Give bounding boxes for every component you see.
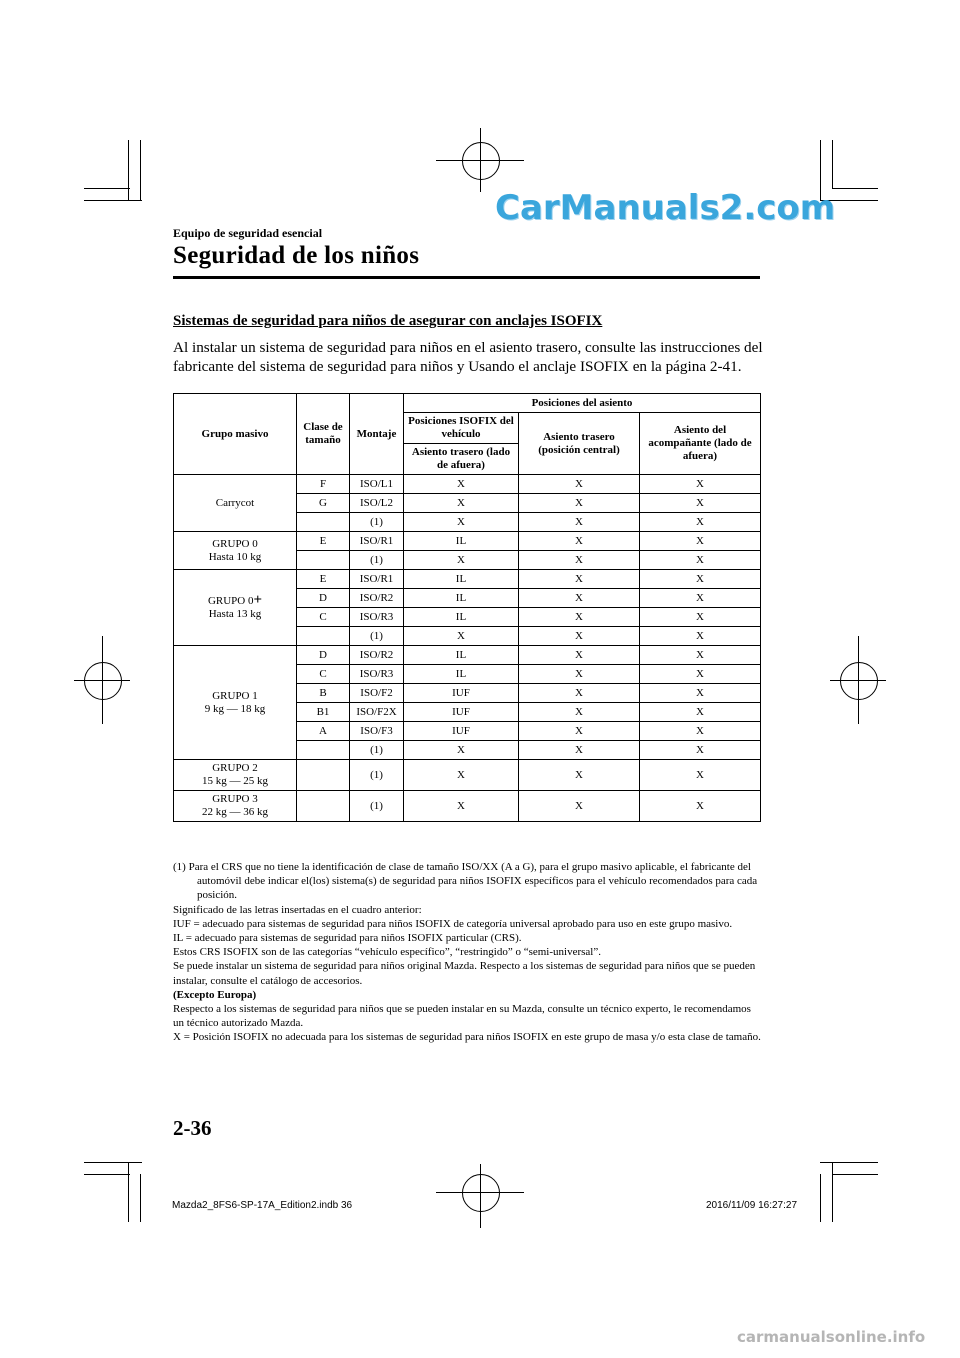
table-row bbox=[174, 760, 761, 791]
registration-line bbox=[858, 636, 859, 724]
footer-file: Mazda2_8FS6-SP-17A_Edition2.indb 36 bbox=[172, 1200, 353, 1211]
isofix-table-body bbox=[174, 475, 761, 822]
crop-mark bbox=[140, 1174, 141, 1222]
cell-clase bbox=[297, 551, 350, 570]
cell-trasero-central: X bbox=[519, 475, 640, 494]
cell-clase bbox=[297, 760, 350, 791]
crop-mark bbox=[820, 1162, 878, 1163]
header-asiento-acompanante: Asiento del acompañante (lado de afuera) bbox=[640, 413, 761, 475]
group-label bbox=[174, 475, 297, 532]
cell-trasero-central: X bbox=[519, 665, 640, 684]
cell-acompanante: X bbox=[640, 722, 761, 741]
group-label bbox=[174, 532, 297, 570]
note-2: Significado de las letras insertadas en el cuadro anterior: bbox=[173, 903, 422, 916]
cell-montaje: ISO/L1 bbox=[350, 475, 404, 494]
cell-trasero-central: X bbox=[519, 551, 640, 570]
cell-clase: E bbox=[297, 532, 350, 551]
cell-trasero-central: X bbox=[519, 608, 640, 627]
cell-trasero-afuera: X bbox=[404, 494, 519, 513]
crop-mark bbox=[84, 1174, 130, 1175]
cell-acompanante: X bbox=[640, 570, 761, 589]
cell-clase: C bbox=[297, 608, 350, 627]
registration-line bbox=[102, 636, 103, 724]
note-excepto-europa: (Excepto Europa) bbox=[173, 988, 257, 1001]
cell-trasero-afuera: X bbox=[404, 791, 519, 822]
crop-mark bbox=[832, 1174, 878, 1175]
group-label-line: GRUPO 3 bbox=[212, 793, 258, 805]
cell-acompanante: X bbox=[640, 475, 761, 494]
cell-trasero-afuera: IUF bbox=[404, 722, 519, 741]
cell-clase: B1 bbox=[297, 703, 350, 722]
watermark-logo: CarManuals2.com bbox=[495, 188, 836, 228]
cell-trasero-central: X bbox=[519, 684, 640, 703]
header-grupo-masivo: Grupo masivo bbox=[174, 394, 297, 475]
cell-montaje: ISO/R1 bbox=[350, 570, 404, 589]
cell-montaje: (1) bbox=[350, 741, 404, 760]
cell-montaje: ISO/R1 bbox=[350, 532, 404, 551]
cell-trasero-central: X bbox=[519, 494, 640, 513]
cell-montaje: ISO/R2 bbox=[350, 589, 404, 608]
table-row bbox=[174, 646, 761, 665]
group-label-line: GRUPO 1 bbox=[212, 689, 258, 702]
cell-clase: D bbox=[297, 646, 350, 665]
note-technician: Respecto a los sistemas de seguridad para niños que se pueden instalar en su Mazda, consulte un técnico experto, le recomendamos un técnico autorizado Mazda. bbox=[173, 1003, 751, 1030]
note-x: X = Posición ISOFIX no adecuada para los sistemas de seguridad para niños ISOFIX en este grupo de masa y/o esta clase de tamaño. bbox=[173, 1031, 761, 1044]
cell-trasero-central: X bbox=[519, 646, 640, 665]
header-montaje: Montaje bbox=[350, 394, 404, 475]
cell-trasero-afuera: IL bbox=[404, 665, 519, 684]
cell-acompanante: X bbox=[640, 703, 761, 722]
cell-clase: D bbox=[297, 589, 350, 608]
cell-acompanante: X bbox=[640, 684, 761, 703]
cell-acompanante: X bbox=[640, 589, 761, 608]
cell-clase: G bbox=[297, 494, 350, 513]
cell-trasero-afuera: IL bbox=[404, 532, 519, 551]
cell-trasero-central: X bbox=[519, 722, 640, 741]
group-label bbox=[174, 760, 297, 791]
section-label: Equipo de seguridad esencial bbox=[173, 226, 323, 240]
cell-montaje: ISO/F2 bbox=[350, 684, 404, 703]
cell-clase: E bbox=[297, 570, 350, 589]
cell-trasero-afuera: X bbox=[404, 513, 519, 532]
cell-trasero-afuera: IL bbox=[404, 608, 519, 627]
cell-trasero-afuera: X bbox=[404, 551, 519, 570]
cell-clase: C bbox=[297, 665, 350, 684]
table-row bbox=[174, 791, 761, 822]
group-label-line: Carrycot bbox=[215, 496, 255, 509]
table-row bbox=[174, 475, 761, 494]
cell-montaje: (1) bbox=[350, 551, 404, 570]
cell-trasero-central: X bbox=[519, 760, 640, 791]
cell-montaje: ISO/R3 bbox=[350, 665, 404, 684]
cell-montaje: ISO/F2X bbox=[350, 703, 404, 722]
cell-trasero-central: X bbox=[519, 513, 640, 532]
cell-trasero-central: X bbox=[519, 532, 640, 551]
cell-montaje: (1) bbox=[350, 760, 404, 791]
cell-acompanante: X bbox=[640, 551, 761, 570]
group-label-line: GRUPO 0 bbox=[212, 537, 258, 550]
cell-trasero-afuera: IL bbox=[404, 646, 519, 665]
crop-mark bbox=[84, 200, 142, 201]
cell-clase: B bbox=[297, 684, 350, 703]
cell-acompanante: X bbox=[640, 665, 761, 684]
plus-icon: + bbox=[253, 592, 263, 608]
crop-mark bbox=[820, 1174, 821, 1222]
cell-montaje: (1) bbox=[350, 791, 404, 822]
crop-mark bbox=[140, 140, 141, 200]
cell-montaje: ISO/R3 bbox=[350, 608, 404, 627]
cell-acompanante: X bbox=[640, 741, 761, 760]
header-posiciones-asiento: Posiciones del asiento bbox=[404, 394, 761, 413]
note-original: Se puede instalar un sistema de seguridad para niños original Mazda. Respecto a los sistemas de seguridad para niños que se pueden instalar, consulte el catálogo de accesorios. bbox=[173, 960, 756, 987]
cell-acompanante: X bbox=[640, 760, 761, 791]
cell-acompanante: X bbox=[640, 608, 761, 627]
group-label-line: 15 kg — 25 kg bbox=[202, 775, 268, 787]
cell-acompanante: X bbox=[640, 627, 761, 646]
cell-trasero-central: X bbox=[519, 627, 640, 646]
cell-clase bbox=[297, 513, 350, 532]
cell-trasero-afuera: X bbox=[404, 760, 519, 791]
cell-clase: F bbox=[297, 475, 350, 494]
registration-mark-top bbox=[462, 142, 500, 180]
crop-mark bbox=[832, 1162, 833, 1222]
cell-trasero-afuera: IUF bbox=[404, 684, 519, 703]
cell-trasero-afuera: IL bbox=[404, 589, 519, 608]
group-label-line: GRUPO 0 bbox=[207, 595, 254, 607]
crop-mark bbox=[128, 140, 129, 200]
cell-acompanante: X bbox=[640, 646, 761, 665]
cell-acompanante: X bbox=[640, 494, 761, 513]
group-label-line: 22 kg — 36 kg bbox=[202, 806, 268, 818]
cell-montaje: ISO/R2 bbox=[350, 646, 404, 665]
group-label bbox=[174, 570, 297, 646]
cell-acompanante: X bbox=[640, 513, 761, 532]
footer-date: 2016/11/09 16:27:27 bbox=[706, 1200, 798, 1211]
registration-mark-right bbox=[840, 662, 878, 700]
table-row bbox=[174, 532, 761, 551]
title-rule bbox=[173, 276, 760, 279]
section-title: Seguridad de los niños bbox=[173, 242, 420, 269]
note-1: (1) Para el CRS que no tiene la identificación de clase de tamaño ISO/XX (A a G), para el grupo masivo aplicable, el fabricante del automóvil debe indicar el(los) sistema(s) de seguridad para niños ISOFIX específicos para el vehículo recomendados para cada posición. bbox=[173, 861, 758, 902]
isofix-table bbox=[173, 393, 761, 822]
cell-clase bbox=[297, 741, 350, 760]
crop-mark bbox=[832, 140, 833, 188]
group-label-line: Hasta 10 kg bbox=[208, 550, 262, 563]
cell-trasero-central: X bbox=[519, 791, 640, 822]
cell-trasero-central: X bbox=[519, 589, 640, 608]
note-il: IL = adecuado para sistemas de seguridad para niños ISOFIX particular (CRS). bbox=[173, 932, 522, 945]
cell-trasero-afuera: X bbox=[404, 627, 519, 646]
cell-trasero-central: X bbox=[519, 570, 640, 589]
cell-montaje: ISO/L2 bbox=[350, 494, 404, 513]
crop-mark bbox=[84, 188, 130, 189]
header-clase-tamano: Clase de tamaño bbox=[297, 394, 350, 475]
note-categories: Estos CRS ISOFIX son de las categorías “vehículo específico”, “restringido” o “semi-universal”. bbox=[173, 946, 601, 959]
cell-montaje: (1) bbox=[350, 513, 404, 532]
intro-paragraph: Al instalar un sistema de seguridad para niños en el asiento trasero, consulte las instrucciones del fabricante del sistema de seguridad para niños y Usando el anclaje ISOFIX en la página 2-41. bbox=[173, 339, 763, 375]
notes bbox=[173, 860, 763, 1045]
crop-mark bbox=[832, 188, 878, 189]
group-label bbox=[174, 646, 297, 760]
cell-trasero-afuera: IL bbox=[404, 570, 519, 589]
cell-acompanante: X bbox=[640, 532, 761, 551]
group-label bbox=[174, 791, 297, 822]
table-row bbox=[174, 570, 761, 589]
registration-mark-bottom bbox=[462, 1174, 500, 1212]
header-posiciones-isofix: Posiciones ISOFIX del vehículo bbox=[404, 413, 519, 444]
cell-trasero-afuera: X bbox=[404, 475, 519, 494]
cell-trasero-afuera: X bbox=[404, 741, 519, 760]
header-asiento-trasero-central: Asiento trasero (posición central) bbox=[519, 413, 640, 475]
registration-mark-left bbox=[84, 662, 122, 700]
page-number: 2-36 bbox=[173, 1116, 212, 1140]
crop-mark bbox=[84, 1162, 142, 1163]
cell-acompanante: X bbox=[640, 791, 761, 822]
group-label-line: Hasta 13 kg bbox=[208, 608, 262, 620]
group-label-line: 9 kg — 18 kg bbox=[204, 702, 266, 715]
cell-montaje: ISO/F3 bbox=[350, 722, 404, 741]
cell-clase: A bbox=[297, 722, 350, 741]
header-asiento-trasero-afuera: Asiento trasero (lado de afuera) bbox=[404, 444, 519, 475]
registration-line bbox=[480, 1164, 481, 1228]
cell-trasero-central: X bbox=[519, 741, 640, 760]
cell-clase bbox=[297, 791, 350, 822]
cell-trasero-afuera: IUF bbox=[404, 703, 519, 722]
cell-trasero-central: X bbox=[519, 703, 640, 722]
site-watermark: carmanualsonline.info bbox=[737, 1328, 926, 1346]
group-label-line: GRUPO 2 bbox=[212, 762, 258, 774]
cell-montaje: (1) bbox=[350, 627, 404, 646]
note-iuf: IUF = adecuado para sistemas de seguridad para niños ISOFIX de categoría universal aprobado para uso en este grupo masivo. bbox=[173, 917, 733, 930]
registration-line bbox=[480, 128, 481, 192]
subsection-heading: Sistemas de seguridad para niños de asegurar con anclajes ISOFIX bbox=[173, 313, 603, 329]
cell-clase bbox=[297, 627, 350, 646]
crop-mark bbox=[128, 1162, 129, 1222]
